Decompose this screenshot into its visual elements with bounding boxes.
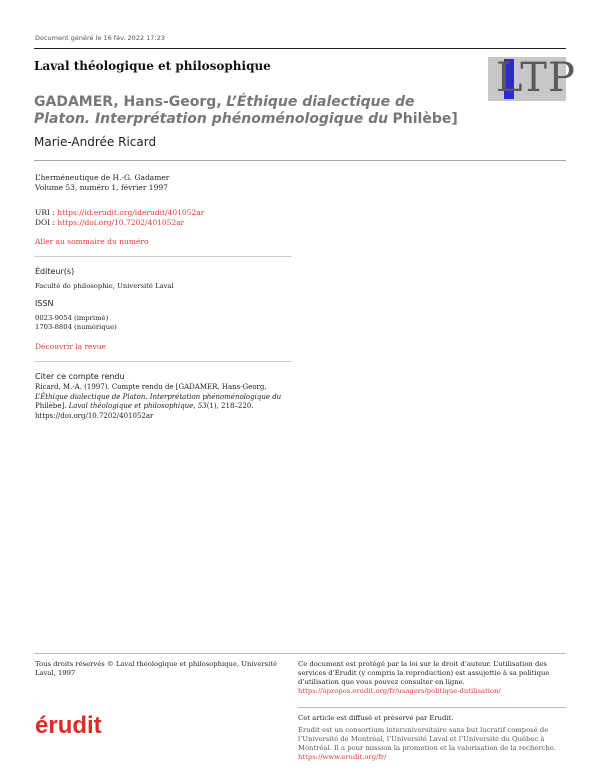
citation-italic: L’Éthique dialectique de Platon. Interprétation phénoménologique du [35,392,282,401]
title-italic: L’Éthique dialectique de Platon. Interprétation phénoménologique du [34,94,415,127]
diffusion-notice [298,714,560,762]
sommaire-link[interactable]: Aller au sommaire du numéro [35,237,149,246]
footer-divider [298,707,566,708]
title-author: GADAMER, Hans-Georg, [34,94,222,110]
citation-text [35,383,290,421]
top-divider [34,48,566,49]
citation-italic: 53 [197,402,207,410]
rights-notice: Tous droits réservés © Laval théologique et philosophique, Université Laval, 1997 [35,660,278,677]
footer-divider [34,653,566,654]
uri-link[interactable]: https://id.erudit.org/iderudit/401052ar [57,208,205,217]
revue-link[interactable]: Découvrir la revue [35,342,106,351]
doi-link[interactable]: https://doi.org/10.7202/401052ar [57,218,185,227]
diffusion-text: Érudit est un consortium interuniversitaire sans but lucratif composé de l’Université de Montréal, l’Université Laval et l’Université du Québec à Montréal. Il a pour mission la promotion et la valorisation de la recherche. [298,726,556,752]
issue-volume: Volume 53, numéro 1, février 1997 [35,183,168,192]
law-policy-link[interactable]: https://apropos.erudit.org/fr/usagers/politique-dutilisation/ [298,687,501,695]
article-title [34,94,464,128]
author-divider [34,160,566,161]
issue-info [35,173,169,193]
issn-label: ISSN [35,299,54,308]
ltp-logo [488,55,576,101]
doi-label: DOI : [35,218,58,227]
erudit-logo-text: érudit [35,712,102,739]
erudit-logo [35,711,115,741]
issn-print: 0023-9054 (imprimé) [35,314,109,322]
erudit-logo-svg [35,711,115,741]
law-notice [298,660,560,696]
logo-text: LTP [496,55,576,101]
law-text: Ce document est protégé par la loi sur le droit d’auteur. L’utilisation des services d’Érudit (y compris la reproduction) est assujettie à sa politique d’utilisation que vous pouvez consulter en ligne. [298,660,550,686]
title-tail: Philèbe] [392,111,458,127]
citation-part: , [193,402,198,410]
uri-label: URI : [35,208,58,217]
section-divider [34,361,292,362]
erudit-site-link[interactable]: https://www.erudit.org/fr/ [298,753,387,761]
citation-italic: Laval théologique et philosophique [68,402,194,410]
publisher-name: Faculté de philosophie, Université Laval [35,282,174,290]
issue-theme: L’herméneutique de H.-G. Gadamer [35,173,170,182]
identifiers [35,208,204,228]
publisher-label: Éditeur(s) [35,267,75,276]
generated-date: Document généré le 16 fév. 2022 17:23 [35,34,165,42]
citation-label: Citer ce compte rendu [35,372,125,381]
section-divider [34,256,292,257]
issn-digital: 1703-8804 (numérique) [35,323,117,331]
journal-title: Laval théologique et philosophique [34,59,271,73]
issn-values [35,314,117,332]
citation-part: Philèbe]. [35,402,69,410]
citation-part: (1), 218–220. https://doi.org/10.7202/401052ar [35,402,254,420]
diffusion-title: Cet article est diffusé et préservé par Érudit. [298,714,454,722]
article-author: Marie-Andrée Ricard [34,135,157,149]
citation-part: Ricard, M.-A. (1997). Compte rendu de [GADAMER, Hans-Georg, [35,383,267,391]
